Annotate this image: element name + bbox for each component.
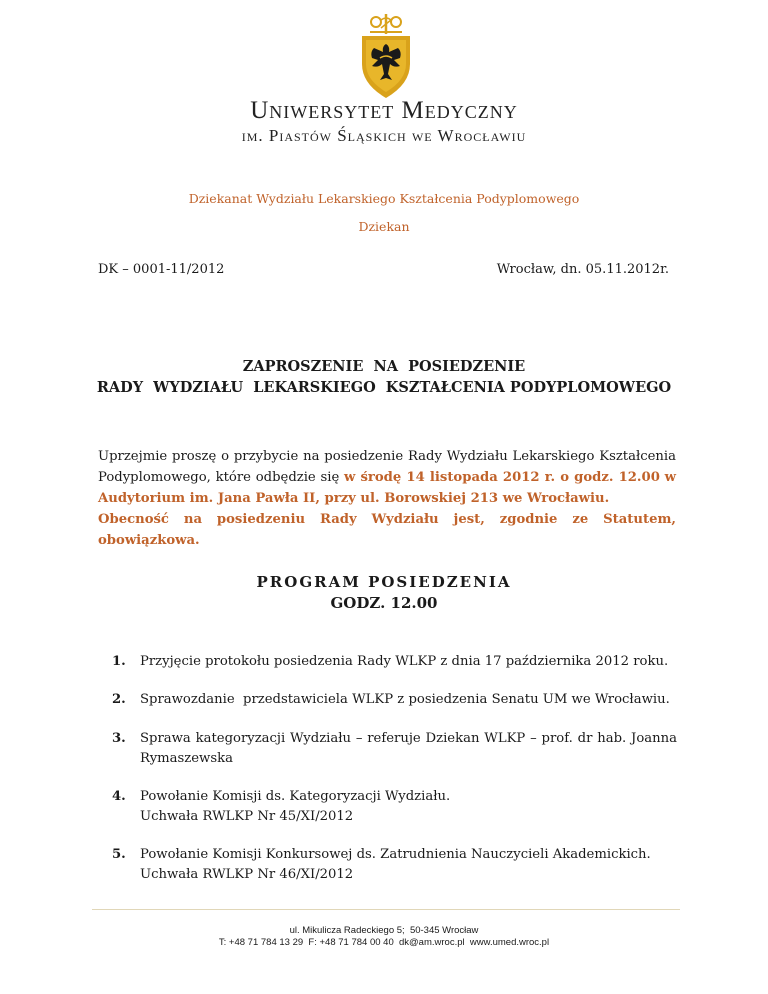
meeting-time: w środę 14 listopada 2012 r. o godz. 12.00 — [344, 470, 660, 485]
footer-address: ul. Mikulicza Radeckiego 5; 50-345 Wrocław — [289, 925, 479, 936]
invitation-body — [98, 446, 676, 551]
agenda-item-number: 3. — [112, 731, 126, 746]
attendance-notice: Obecność na posiedzeniu Rady Wydziału jest, zgodnie ze Statutem, obowiązkowa. — [98, 512, 676, 548]
university-crest-eagle-icon — [354, 12, 418, 100]
document-reference: DK – 0001-11/2012 — [98, 262, 225, 277]
agenda-item-text: Powołanie Komisji Konkursowej ds. Zatrudnienia Nauczycieli Akademickich. — [140, 847, 651, 862]
department-name: Dziekanat Wydziału Lekarskiego Kształcenia Podyplomowego — [188, 191, 580, 206]
program-time: GODZ. 12.00 — [330, 594, 438, 612]
dean-label: Dziekan — [358, 219, 410, 234]
university-name: Uniwersytet Medyczny — [250, 97, 518, 124]
invitation-heading — [0, 356, 768, 398]
agenda-item-text: Przyjęcie protokołu posiedzenia Rady WLKP z dnia 17 października 2012 roku. — [140, 654, 669, 669]
agenda-item — [112, 787, 677, 827]
program-title: PROGRAM POSIEDZENIA — [256, 573, 512, 591]
meeting-location: w Audytorium im. Jana Pawła II, przy ul. Borowskiej 213 we Wrocławiu. — [98, 470, 676, 506]
agenda-item-text: Sprawozdanie przedstawiciela WLKP z posiedzenia Senatu UM we Wrocławiu. — [140, 692, 670, 707]
agenda-item-number: 5. — [112, 847, 126, 862]
body-intro: Uprzejmie proszę o przybycie na posiedzenie Rady Wydziału Lekarskiego Kształcenia Podyplomowego, które odbędzie się — [98, 449, 676, 485]
agenda-item — [112, 690, 677, 710]
agenda-item — [112, 652, 677, 672]
invitation-heading-line1: ZAPROSZENIE NA POSIEDZENIE — [242, 358, 526, 375]
university-crest-logo — [354, 12, 418, 100]
agenda-item-text: Powołanie Komisji ds. Kategoryzacji Wydziału. — [140, 789, 451, 804]
agenda-item — [112, 845, 677, 885]
agenda-item-resolution: Uchwała RWLKP Nr 46/XI/2012 — [140, 867, 354, 882]
agenda-item — [112, 729, 677, 769]
footer-contact: T: +48 71 784 13 29 F: +48 71 784 00 40 dk@am.wroc.pl www.umed.wroc.pl — [218, 937, 550, 948]
program-heading — [0, 572, 768, 614]
footer-divider — [92, 909, 680, 910]
agenda-item-number: 4. — [112, 789, 126, 804]
agenda-item-text: Sprawa kategoryzacji Wydziału – referuje Dziekan WLKP – prof. dr hab. Joanna Rymaszewska — [140, 731, 677, 766]
document-date: Wrocław, dn. 05.11.2012r. — [496, 262, 669, 277]
agenda-item-number: 1. — [112, 654, 126, 669]
agenda-item-number: 2. — [112, 692, 126, 707]
invitation-heading-line2: RADY WYDZIAŁU LEKARSKIEGO KSZTAŁCENIA PODYPLOMOWEGO — [96, 379, 672, 396]
university-subtitle: im. Piastów Śląskich we Wrocławiu — [241, 126, 527, 145]
agenda-item-resolution: Uchwała RWLKP Nr 45/XI/2012 — [140, 809, 354, 824]
